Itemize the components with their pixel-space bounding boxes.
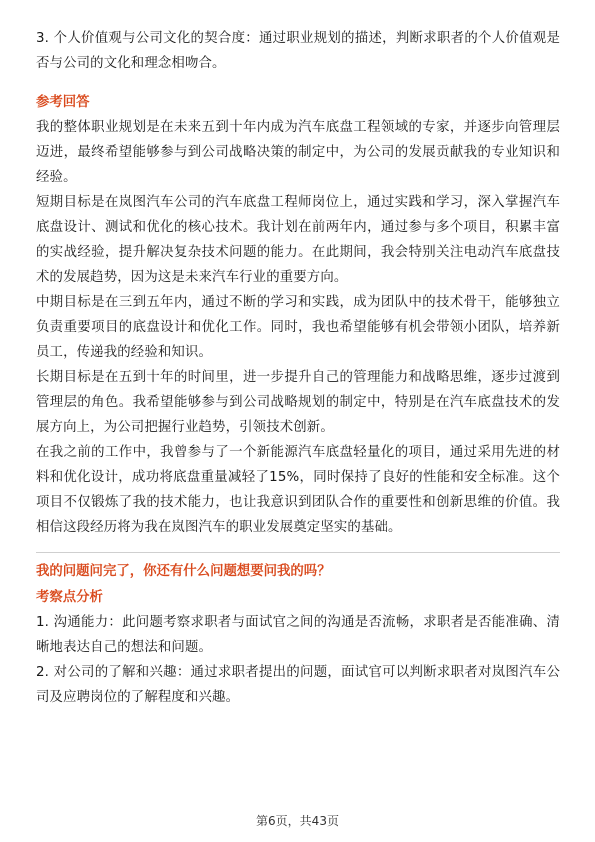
page-content xyxy=(36,26,560,710)
evaluation-item-3: 3. 个人价值观与公司文化的契合度：通过职业规划的描述，判断求职者的个人价值观是否与公司的文化和理念相吻合。 xyxy=(36,31,560,71)
answer-long-term-goal: 长期目标是在五到十年的时间里，进一步提升自己的管理能力和战略思维，逐步过渡到管理层的角色。我希望能够参与到公司战略规划的制定中，特别是在汽车底盘技术的发展方向上，为公司把握行业趋势，引领技术创新。 xyxy=(36,370,560,435)
question-title: 我的问题问完了，你还有什么问题想要问我的吗？ xyxy=(36,552,560,584)
reference-answer-heading: 参考回答 xyxy=(36,95,90,110)
analysis-heading: 考察点分析 xyxy=(36,590,103,605)
answer-past-experience: 在我之前的工作中，我曾参与了一个新能源汽车底盘轻量化的项目，通过采用先进的材料和优化设计，成功将底盘重量减轻了15%，同时保持了良好的性能和安全标准。这个项目不仅锻炼了我的技术能力，也让我意识到团队合作的重要性和创新思维的价值。我相信这段经历将为我在岚图汽车的职业发展奠定坚实的基础。 xyxy=(36,445,560,535)
answer-short-term-goal: 短期目标是在岚图汽车公司的汽车底盘工程师岗位上，通过实践和学习，深入掌握汽车底盘设计、测试和优化的核心技术。我计划在前两年内，通过参与多个项目，积累丰富的实战经验，提升解决复杂技术问题的能力。在此期间，我会特别关注电动汽车底盘技术的发展趋势，因为这是未来汽车行业的重要方向。 xyxy=(36,195,560,285)
analysis-item-company-interest: 2. 对公司的了解和兴趣：通过求职者提出的问题，面试官可以判断求职者对岚图汽车公司及应聘岗位的了解程度和兴趣。 xyxy=(36,665,560,705)
answer-mid-term-goal: 中期目标是在三到五年内，通过不断的学习和实践，成为团队中的技术骨干，能够独立负责重要项目的底盘设计和优化工作。同时，我也希望能够有机会带领小团队，培养新员工，传递我的经验和知识。 xyxy=(36,295,560,360)
page-number-footer: 第6页，共43页 xyxy=(256,814,339,828)
analysis-item-communication: 1. 沟通能力：此问题考察求职者与面试官之间的沟通是否流畅，求职者是否能准确、清晰地表达自己的想法和问题。 xyxy=(36,615,560,655)
answer-overall-plan: 我的整体职业规划是在未来五到十年内成为汽车底盘工程领域的专家，并逐步向管理层迈进，最终希望能够参与到公司战略决策的制定中，为公司的发展贡献我的专业知识和经验。 xyxy=(36,120,560,185)
